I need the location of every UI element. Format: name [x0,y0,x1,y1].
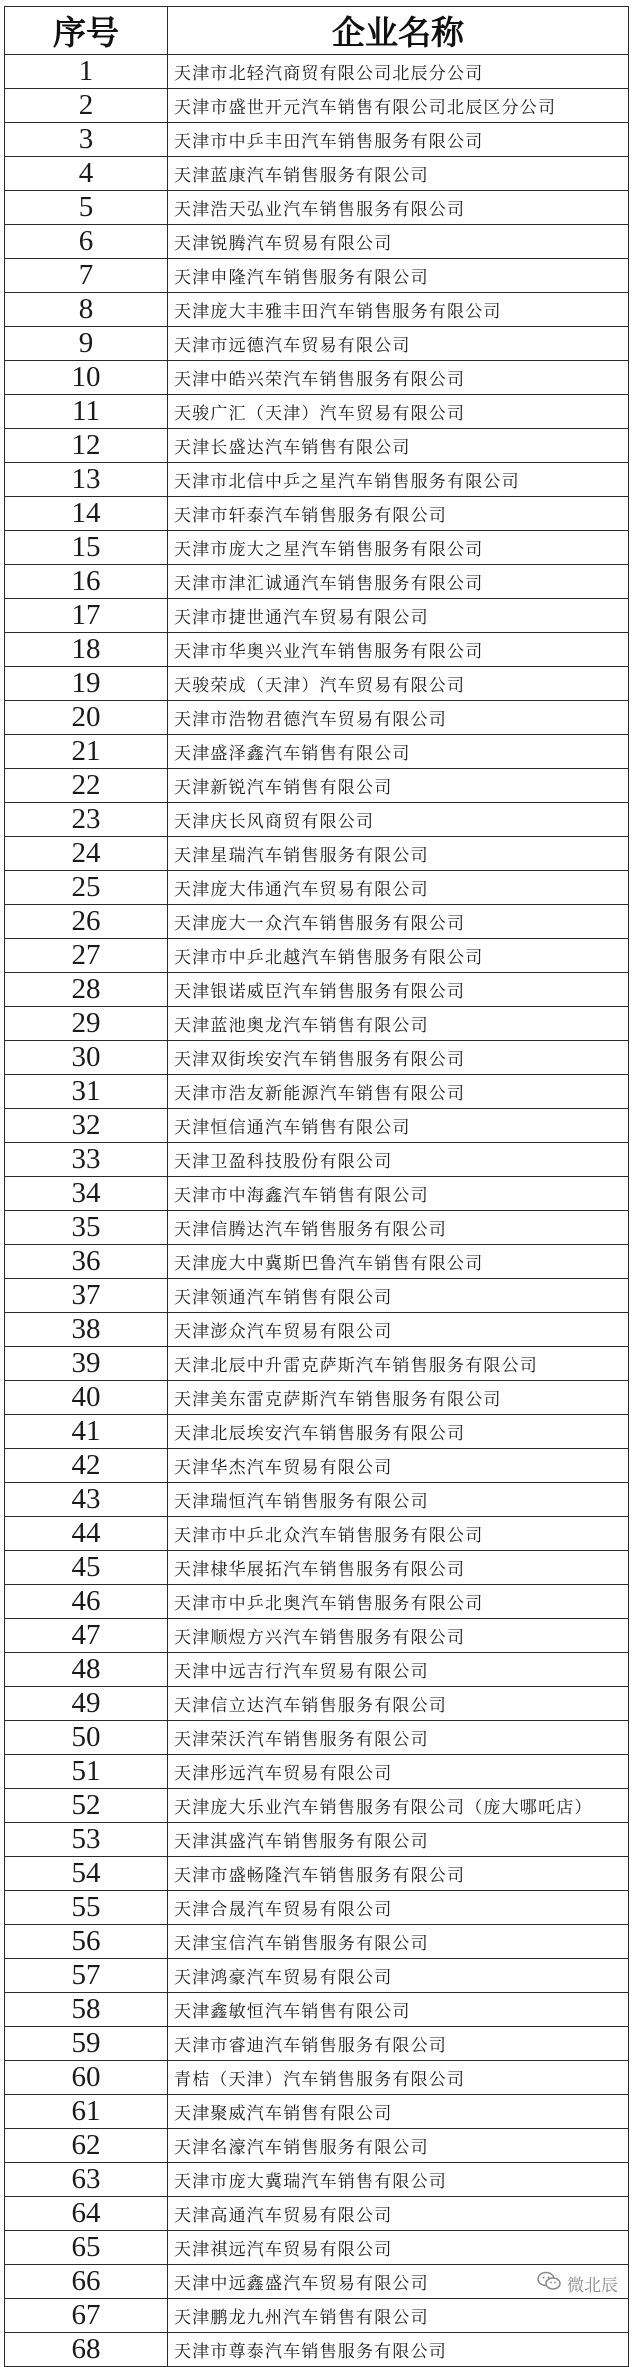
table-row [5,939,629,973]
table-row [5,1993,629,2027]
serial-number-cell: 52 [5,1789,168,1823]
table-row [5,2265,629,2299]
company-name-cell: 天津市中乒北奥汽车销售服务有限公司 [168,1585,629,1619]
serial-number-cell: 46 [5,1585,168,1619]
serial-number-cell: 53 [5,1823,168,1857]
table-row [5,1041,629,1075]
company-name-cell: 天津蓝康汽车销售服务有限公司 [168,157,629,191]
company-name-cell: 天津中远鑫盛汽车贸易有限公司 [168,2265,629,2299]
serial-number-cell: 54 [5,1857,168,1891]
serial-number-cell: 37 [5,1279,168,1313]
company-name-cell: 天津新锐汽车销售有限公司 [168,769,629,803]
company-name-cell: 天津荣沃汽车销售服务有限公司 [168,1721,629,1755]
serial-number-cell: 25 [5,871,168,905]
company-name-cell: 天津鸿豪汽车贸易有限公司 [168,1959,629,1993]
company-name-cell: 天津市庞大冀瑞汽车销售有限公司 [168,2163,629,2197]
serial-number-cell: 65 [5,2231,168,2265]
serial-number-cell: 22 [5,769,168,803]
company-name-cell: 天津合晟汽车贸易有限公司 [168,1891,629,1925]
serial-number-cell: 60 [5,2061,168,2095]
company-name-cell: 天津澎众汽车贸易有限公司 [168,1313,629,1347]
serial-number-cell: 5 [5,191,168,225]
company-name-cell: 天津浩天弘业汽车销售服务有限公司 [168,191,629,225]
serial-number-cell: 43 [5,1483,168,1517]
table-row [5,1245,629,1279]
company-name-cell: 天津市庞大之星汽车销售服务有限公司 [168,531,629,565]
serial-number-cell: 40 [5,1381,168,1415]
table-row [5,361,629,395]
company-name-cell: 天津市浩友新能源汽车销售有限公司 [168,1075,629,1109]
company-name-cell: 天津信腾达汽车销售服务有限公司 [168,1211,629,1245]
company-name-cell: 天津淇盛汽车销售服务有限公司 [168,1823,629,1857]
table-row [5,565,629,599]
table-row [5,1279,629,1313]
company-name-cell: 天津市津汇诚通汽车销售服务有限公司 [168,565,629,599]
table-row [5,225,629,259]
table-row [5,2061,629,2095]
company-name-cell: 天津领通汽车销售有限公司 [168,1279,629,1313]
serial-number-cell: 23 [5,803,168,837]
table-row [5,1857,629,1891]
company-name-cell: 天津彤远汽车贸易有限公司 [168,1755,629,1789]
serial-number-cell: 28 [5,973,168,1007]
company-name-cell: 天津庆长风商贸有限公司 [168,803,629,837]
company-name-cell: 天津顺煜方兴汽车销售服务有限公司 [168,1619,629,1653]
serial-number-cell: 16 [5,565,168,599]
serial-number-cell: 50 [5,1721,168,1755]
table-header-row [5,7,629,55]
company-name-cell: 天津锐腾汽车贸易有限公司 [168,225,629,259]
table-row [5,1823,629,1857]
company-name-cell: 天津庞大丰雅丰田汽车销售服务有限公司 [168,293,629,327]
serial-number-cell: 4 [5,157,168,191]
serial-number-cell: 14 [5,497,168,531]
company-name-cell: 天津恒信通汽车销售有限公司 [168,1109,629,1143]
table-row [5,259,629,293]
company-name-cell: 天骏荣成（天津）汽车贸易有限公司 [168,667,629,701]
serial-number-cell: 17 [5,599,168,633]
serial-number-cell: 44 [5,1517,168,1551]
serial-number-cell: 64 [5,2197,168,2231]
table-row [5,2231,629,2265]
serial-number-cell: 55 [5,1891,168,1925]
table-row [5,1483,629,1517]
table-row [5,1313,629,1347]
table-row [5,769,629,803]
serial-number-cell: 12 [5,429,168,463]
table-row [5,905,629,939]
serial-number-cell: 63 [5,2163,168,2197]
company-name-cell: 天津市盛畅隆汽车销售服务有限公司 [168,1857,629,1891]
table-row [5,157,629,191]
serial-number-cell: 24 [5,837,168,871]
table-row [5,1619,629,1653]
serial-number-cell: 7 [5,259,168,293]
table-row [5,327,629,361]
company-name-cell: 天津市睿迪汽车销售服务有限公司 [168,2027,629,2061]
table-row [5,2197,629,2231]
table-row [5,1007,629,1041]
company-name-cell: 天津市中乒北众汽车销售服务有限公司 [168,1517,629,1551]
serial-number-cell: 58 [5,1993,168,2027]
company-name-cell: 天津鑫敏恒汽车销售有限公司 [168,1993,629,2027]
table-row [5,429,629,463]
company-name-cell: 天津双街埃安汽车销售服务有限公司 [168,1041,629,1075]
serial-number-cell: 8 [5,293,168,327]
company-name-cell: 天津蓝池奥龙汽车销售有限公司 [168,1007,629,1041]
serial-number-cell: 2 [5,89,168,123]
serial-number-cell: 59 [5,2027,168,2061]
company-name-cell: 天津市中乒北越汽车销售服务有限公司 [168,939,629,973]
table-row [5,1143,629,1177]
table-row [5,871,629,905]
company-name-cell: 天津庞大乐业汽车销售服务有限公司（庞大哪吒店） [168,1789,629,1823]
company-name-cell: 天津市远德汽车贸易有限公司 [168,327,629,361]
table-row [5,463,629,497]
serial-number-cell: 47 [5,1619,168,1653]
header-serial-number: 序号 [5,7,168,55]
serial-number-cell: 3 [5,123,168,157]
serial-number-cell: 45 [5,1551,168,1585]
table-row [5,1415,629,1449]
company-name-cell: 天津市捷世通汽车贸易有限公司 [168,599,629,633]
serial-number-cell: 35 [5,1211,168,1245]
table-row [5,1075,629,1109]
table-row [5,599,629,633]
serial-number-cell: 49 [5,1687,168,1721]
company-name-cell: 天津市轩泰汽车销售服务有限公司 [168,497,629,531]
header-company-name: 企业名称 [168,7,629,55]
table-row [5,123,629,157]
company-name-cell: 天津盛泽鑫汽车销售有限公司 [168,735,629,769]
company-name-cell: 天津宝信汽车销售服务有限公司 [168,1925,629,1959]
serial-number-cell: 41 [5,1415,168,1449]
company-name-cell: 天津名濠汽车销售服务有限公司 [168,2129,629,2163]
serial-number-cell: 51 [5,1755,168,1789]
company-name-cell: 天津华杰汽车贸易有限公司 [168,1449,629,1483]
company-name-cell: 天津银诺威臣汽车销售服务有限公司 [168,973,629,1007]
company-name-cell: 天津中远吉行汽车贸易有限公司 [168,1653,629,1687]
company-table [4,6,629,2367]
watermark-text: 微北辰 [567,2276,618,2296]
table-row [5,2027,629,2061]
company-name-cell: 天津聚威汽车销售有限公司 [168,2095,629,2129]
table-row [5,1449,629,1483]
serial-number-cell: 21 [5,735,168,769]
table-row [5,1381,629,1415]
table-row [5,395,629,429]
wechat-icon [537,2271,561,2296]
serial-number-cell: 11 [5,395,168,429]
table-row [5,1347,629,1381]
serial-number-cell: 29 [5,1007,168,1041]
serial-number-cell: 62 [5,2129,168,2163]
company-name-cell: 天津星瑞汽车销售服务有限公司 [168,837,629,871]
serial-number-cell: 19 [5,667,168,701]
serial-number-cell: 39 [5,1347,168,1381]
serial-number-cell: 18 [5,633,168,667]
table-row [5,633,629,667]
company-name-cell: 天津市中海鑫汽车销售有限公司 [168,1177,629,1211]
serial-number-cell: 38 [5,1313,168,1347]
table-row [5,837,629,871]
table-row [5,293,629,327]
serial-number-cell: 32 [5,1109,168,1143]
table-row [5,1721,629,1755]
serial-number-cell: 1 [5,55,168,89]
serial-number-cell: 67 [5,2299,168,2333]
table-row [5,973,629,1007]
company-name-cell: 天津棣华展拓汽车销售服务有限公司 [168,1551,629,1585]
company-name-cell: 天津市北轻汽商贸有限公司北辰分公司 [168,55,629,89]
table-row [5,701,629,735]
table-row [5,2333,629,2367]
table-row [5,1177,629,1211]
table-row [5,55,629,89]
company-name-cell: 天津高通汽车贸易有限公司 [168,2197,629,2231]
serial-number-cell: 10 [5,361,168,395]
table-row [5,667,629,701]
table-row [5,1109,629,1143]
serial-number-cell: 61 [5,2095,168,2129]
serial-number-cell: 34 [5,1177,168,1211]
company-name-cell: 天津庞大一众汽车销售服务有限公司 [168,905,629,939]
serial-number-cell: 15 [5,531,168,565]
table-row [5,1755,629,1789]
company-name-cell: 天津市盛世开元汽车销售有限公司北辰区分公司 [168,89,629,123]
serial-number-cell: 20 [5,701,168,735]
table-row [5,1585,629,1619]
company-name-cell: 天津长盛达汽车销售有限公司 [168,429,629,463]
company-name-cell: 天津庞大伟通汽车贸易有限公司 [168,871,629,905]
table-row [5,2163,629,2197]
table-row [5,1687,629,1721]
table-row [5,1925,629,1959]
serial-number-cell: 33 [5,1143,168,1177]
table-row [5,531,629,565]
watermark [537,2271,618,2296]
table-row [5,1891,629,1925]
company-name-cell: 天津瑞恒汽车销售服务有限公司 [168,1483,629,1517]
table-row [5,1517,629,1551]
serial-number-cell: 9 [5,327,168,361]
table-row [5,1551,629,1585]
serial-number-cell: 13 [5,463,168,497]
serial-number-cell: 56 [5,1925,168,1959]
company-name-cell: 天骏广汇（天津）汽车贸易有限公司 [168,395,629,429]
company-name-cell: 天津北辰埃安汽车销售服务有限公司 [168,1415,629,1449]
serial-number-cell: 27 [5,939,168,973]
company-name-cell: 天津卫盈科技股份有限公司 [168,1143,629,1177]
table-row [5,803,629,837]
table-row [5,1211,629,1245]
company-name-cell: 天津北辰中升雷克萨斯汽车销售服务有限公司 [168,1347,629,1381]
table-row [5,1653,629,1687]
serial-number-cell: 6 [5,225,168,259]
table-row [5,89,629,123]
company-name-cell: 天津中皓兴荣汽车销售服务有限公司 [168,361,629,395]
table-row [5,1959,629,1993]
company-name-cell: 天津市华奥兴业汽车销售服务有限公司 [168,633,629,667]
company-name-cell: 天津申隆汽车销售服务有限公司 [168,259,629,293]
company-name-cell: 天津市中乒丰田汽车销售服务有限公司 [168,123,629,157]
table-row [5,497,629,531]
serial-number-cell: 66 [5,2265,168,2299]
serial-number-cell: 26 [5,905,168,939]
company-name-cell: 天津美东雷克萨斯汽车销售服务有限公司 [168,1381,629,1415]
table-row [5,191,629,225]
serial-number-cell: 31 [5,1075,168,1109]
serial-number-cell: 48 [5,1653,168,1687]
serial-number-cell: 68 [5,2333,168,2367]
table-row [5,735,629,769]
company-name-cell: 天津市尊泰汽车销售服务有限公司 [168,2333,629,2367]
company-name-cell: 天津市北信中乒之星汽车销售服务有限公司 [168,463,629,497]
table-row [5,2129,629,2163]
serial-number-cell: 42 [5,1449,168,1483]
company-name-cell: 天津庞大中冀斯巴鲁汽车销售有限公司 [168,1245,629,1279]
table-row [5,1789,629,1823]
company-name-cell: 天津市浩物君德汽车贸易有限公司 [168,701,629,735]
company-name-cell: 天津祺远汽车贸易有限公司 [168,2231,629,2265]
company-name-cell: 青桔（天津）汽车销售服务有限公司 [168,2061,629,2095]
serial-number-cell: 30 [5,1041,168,1075]
serial-number-cell: 57 [5,1959,168,1993]
table-row [5,2095,629,2129]
company-name-cell: 天津鹏龙九州汽车销售有限公司 [168,2299,629,2333]
company-name-cell: 天津信立达汽车销售服务有限公司 [168,1687,629,1721]
table-row [5,2299,629,2333]
serial-number-cell: 36 [5,1245,168,1279]
